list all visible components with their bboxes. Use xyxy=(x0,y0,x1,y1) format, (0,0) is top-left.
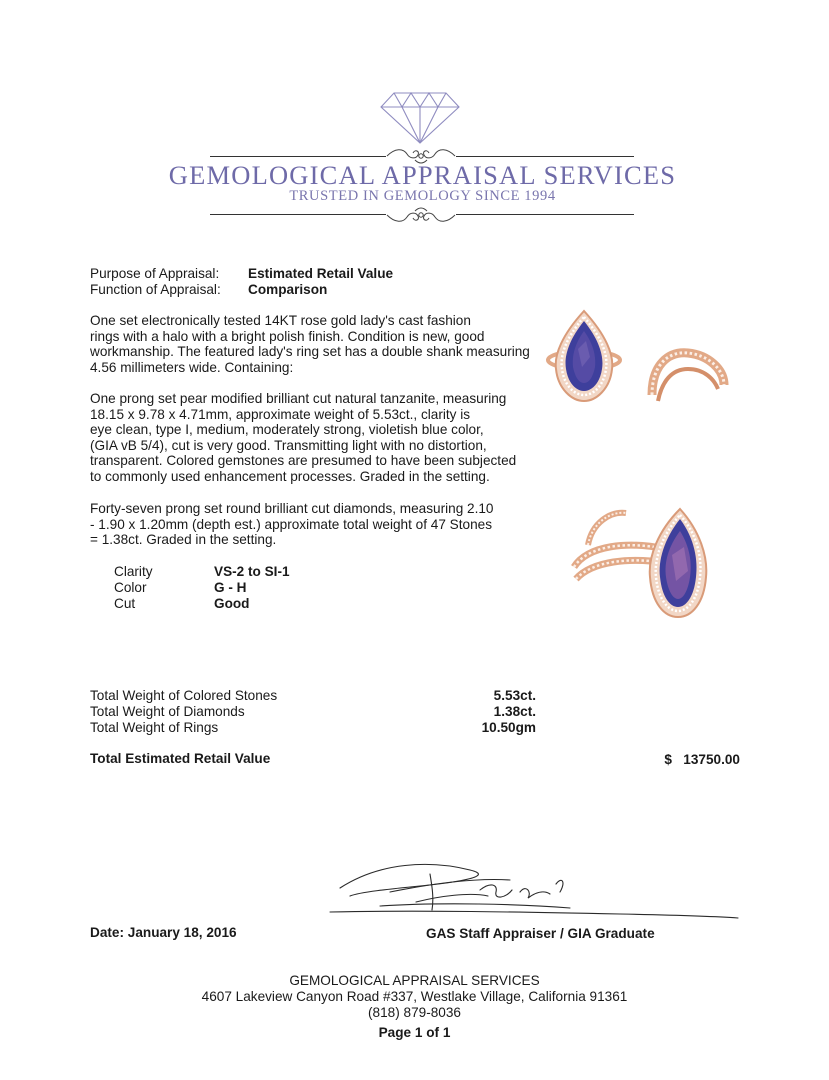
footer-phone: (818) 879-8036 xyxy=(368,1005,461,1020)
purpose-label: Purpose of Appraisal: xyxy=(90,266,220,281)
color-value: G - H xyxy=(214,580,247,595)
total-colored-stones-value: 5.53ct. xyxy=(493,688,536,703)
company-tagline: TRUSTED IN GEMOLOGY SINCE 1994 xyxy=(289,188,556,204)
function-label: Function of Appraisal: xyxy=(90,282,221,297)
header-rule-top-right xyxy=(456,156,634,157)
currency-symbol: $ xyxy=(664,752,672,767)
scroll-ornament-bottom-icon xyxy=(385,205,457,225)
ring-set-photo-top xyxy=(540,305,740,435)
clarity-label: Clarity xyxy=(114,564,153,579)
description-diamonds: Forty-seven prong set round brilliant cut diamonds, measuring 2.10 - 1.90 x 1.20mm (depth est.) approximate total weight of 47 Stones = 1.38ct. Graded in the setting. xyxy=(90,501,494,548)
clarity-value: VS-2 to SI-1 xyxy=(214,564,290,579)
function-value: Comparison xyxy=(248,282,328,297)
header-rule-bottom xyxy=(210,214,386,215)
total-colored-stones-label: Total Weight of Colored Stones xyxy=(90,688,278,703)
total-rings-label: Total Weight of Rings xyxy=(90,720,219,735)
grand-total-label: Total Estimated Retail Value xyxy=(90,751,271,766)
appraiser-signature xyxy=(320,852,740,924)
grand-total-amount: 13750.00 xyxy=(683,752,740,767)
grand-total-value xyxy=(600,752,740,767)
color-label: Color xyxy=(114,580,147,595)
appraisal-date: Date: January 18, 2016 xyxy=(90,925,237,940)
header-rule-top xyxy=(210,156,386,157)
total-diamonds-label: Total Weight of Diamonds xyxy=(90,704,245,719)
page-number: Page 1 of 1 xyxy=(378,1025,451,1040)
cut-value: Good xyxy=(214,596,250,611)
total-rings-value: 10.50gm xyxy=(481,720,536,735)
appraiser-title: GAS Staff Appraiser / GIA Graduate xyxy=(426,926,655,941)
total-diamonds-value: 1.38ct. xyxy=(493,704,536,719)
company-name-heading: GEMOLOGICAL APPRAISAL SERVICES xyxy=(168,160,677,190)
purpose-value: Estimated Retail Value xyxy=(248,266,394,281)
ring-set-photo-bottom xyxy=(568,505,768,635)
diamond-outline-icon xyxy=(380,92,460,144)
footer-company: GEMOLOGICAL APPRAISAL SERVICES xyxy=(289,973,540,988)
description-ring-set: One set electronically tested 14KT rose gold lady's cast fashion rings with a halo with a bright polish finish. Condition is new, good workmanship. The featured lady's ring set has a double shank measuring 4.56 millimeters wide. Containing: xyxy=(90,313,530,375)
cut-label: Cut xyxy=(114,596,136,611)
header-rule-bottom-right xyxy=(456,214,634,215)
footer-address: 4607 Lakeview Canyon Road #337, Westlake Village, California 91361 xyxy=(201,989,628,1004)
description-tanzanite: One prong set pear modified brilliant cut natural tanzanite, measuring 18.15 x 9.78 x 4.71mm, approximate weight of 5.53ct., clarity is eye clean, type I, medium, moderately strong, violetish blue color, (GIA vB 5/4), cut is very good. Transmitting light with no distortion, transparent. Colored gemstones are presumed to have been subjected to commonly used enhancement processes. Graded in the setting. xyxy=(90,391,517,484)
